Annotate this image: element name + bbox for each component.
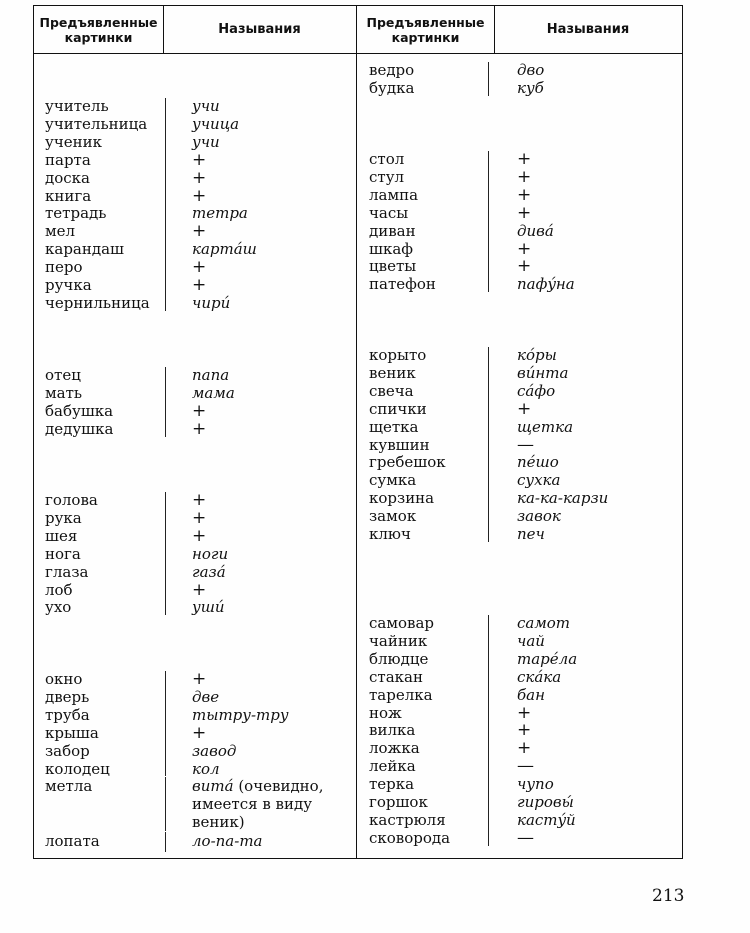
- presented-word: лейка: [369, 757, 416, 776]
- presented-word: колодец: [45, 759, 110, 778]
- presented-word: чернильница: [45, 293, 150, 312]
- named-word: кол: [192, 759, 220, 778]
- header-names-right: Называния: [546, 22, 630, 37]
- named-word: тытру-тру: [192, 705, 289, 724]
- named-word: +: [192, 185, 207, 206]
- presented-word: корзина: [369, 489, 435, 508]
- presented-word: глаза: [45, 562, 89, 581]
- presented-word: ложка: [369, 739, 420, 758]
- named-word: тетра: [192, 204, 248, 223]
- comment-text: веник): [192, 813, 245, 832]
- center-divider: [356, 6, 357, 858]
- presented-word: бабушка: [45, 401, 114, 420]
- named-word: —: [517, 827, 534, 848]
- column-separator: [165, 367, 166, 437]
- column-separator: [488, 62, 489, 96]
- presented-word: стол: [369, 150, 405, 168]
- named-word: гировы́: [517, 793, 574, 811]
- named-word: кастýй: [517, 810, 576, 829]
- page-number: 213: [652, 886, 685, 906]
- presented-word: нож: [369, 703, 402, 722]
- presented-word: лопата: [45, 832, 100, 850]
- column-separator: [488, 151, 489, 292]
- presented-word: веник: [369, 363, 416, 382]
- named-word: чай: [517, 631, 545, 650]
- presented-word: спички: [369, 399, 427, 418]
- named-word: +: [192, 669, 207, 689]
- presented-word: терка: [369, 775, 415, 794]
- named-word: чирú: [192, 293, 231, 312]
- named-word: ло-па-та: [192, 832, 263, 850]
- named-word: картáш: [192, 240, 257, 259]
- header-presented-left: Предъявленные картинки: [39, 14, 158, 45]
- presented-word: щетка: [369, 417, 419, 436]
- presented-word: забор: [45, 741, 90, 760]
- lexicon-table: [33, 5, 683, 859]
- named-word: +: [192, 149, 207, 170]
- presented-word: отец: [45, 366, 81, 384]
- named-word: +: [192, 525, 207, 546]
- named-word: +: [192, 418, 207, 439]
- named-word: —: [517, 756, 534, 777]
- named-word: ка-ка-карзи: [517, 489, 609, 508]
- presented-word: диван: [369, 221, 416, 240]
- presented-word: ручка: [45, 276, 92, 294]
- presented-word: крыша: [45, 723, 99, 742]
- named-word: +: [192, 507, 207, 528]
- named-word: учица: [192, 114, 240, 133]
- named-word: +: [517, 184, 532, 205]
- column-separator: [165, 98, 166, 311]
- presented-word: ученик: [45, 132, 102, 151]
- presented-word: труба: [45, 705, 90, 724]
- named-word: +: [192, 722, 207, 743]
- presented-word: метла: [45, 777, 93, 796]
- named-word: учи: [192, 132, 220, 151]
- presented-word: вилка: [369, 721, 416, 740]
- named-word: +: [192, 275, 207, 295]
- named-word: +: [517, 238, 532, 259]
- header-separator: [34, 53, 682, 54]
- named-word: печ: [517, 525, 545, 543]
- named-word: +: [517, 256, 532, 277]
- presented-word: часы: [369, 203, 409, 222]
- named-word: дво: [517, 61, 545, 79]
- presented-word: корыто: [369, 346, 427, 364]
- named-word: ушú: [192, 598, 225, 617]
- presented-word: дверь: [45, 687, 90, 706]
- comment-text: (очевидно,: [233, 777, 324, 796]
- named-word: +: [192, 400, 207, 421]
- named-word: +: [517, 149, 532, 169]
- presented-word: лампа: [369, 185, 419, 204]
- presented-word: перо: [45, 258, 83, 277]
- named-word: учи: [192, 97, 220, 115]
- column-separator: [488, 347, 489, 542]
- column-separator: [165, 777, 166, 831]
- presented-word: шея: [45, 526, 78, 545]
- presented-word: сковорода: [369, 828, 451, 847]
- presented-word: мел: [45, 222, 76, 241]
- named-word-multiline: [192, 777, 323, 831]
- named-word: сáфо: [517, 381, 556, 400]
- presented-word: гребешок: [369, 453, 446, 472]
- named-word: скáка: [517, 667, 562, 686]
- presented-word: горшок: [369, 793, 428, 811]
- named-word: пафýна: [517, 275, 575, 294]
- presented-word: учитель: [45, 97, 109, 115]
- named-word: чупо: [517, 775, 554, 794]
- presented-word: ухо: [45, 598, 72, 617]
- named-word: +: [192, 167, 207, 188]
- named-word: мама: [192, 383, 235, 402]
- named-word: газá: [192, 562, 226, 581]
- column-separator: [488, 615, 489, 846]
- presented-word: нога: [45, 544, 81, 563]
- named-word: дивá: [517, 221, 554, 240]
- comment-text: имеется в виду: [192, 795, 313, 814]
- presented-word: блюдце: [369, 649, 429, 668]
- named-word: тарéла: [517, 649, 578, 668]
- presented-word: будка: [369, 78, 415, 97]
- presented-word: ключ: [369, 525, 411, 543]
- presented-word: мать: [45, 383, 83, 402]
- named-word: ноги: [192, 544, 229, 563]
- presented-word: ведро: [369, 61, 415, 79]
- presented-word: книга: [45, 186, 92, 205]
- header-names-left: Называния: [218, 22, 301, 37]
- named-word: +: [517, 720, 532, 741]
- presented-word: самовар: [369, 614, 435, 632]
- named-word: +: [517, 166, 532, 187]
- named-word: +: [517, 702, 532, 723]
- presented-word: тарелка: [369, 685, 433, 704]
- named-word: самот: [517, 614, 571, 632]
- named-word: +: [192, 579, 207, 600]
- named-word: +: [192, 490, 207, 510]
- named-word: куб: [517, 78, 544, 97]
- presented-word: патефон: [369, 275, 436, 294]
- presented-word: доска: [45, 168, 90, 187]
- named-word: —: [517, 434, 534, 455]
- presented-word: стакан: [369, 667, 423, 686]
- named-word: +: [192, 257, 207, 278]
- presented-word: парта: [45, 150, 91, 169]
- presented-word: рука: [45, 508, 82, 527]
- presented-word: карандаш: [45, 240, 124, 259]
- named-word: вúнта: [517, 363, 569, 382]
- presented-word: кувшин: [369, 435, 430, 454]
- presented-word: тетрадь: [45, 204, 107, 223]
- presented-word: лоб: [45, 580, 73, 599]
- presented-word: кастрюля: [369, 810, 446, 829]
- presented-word: окно: [45, 670, 83, 688]
- named-word: завод: [192, 741, 237, 760]
- named-word: бан: [517, 685, 545, 704]
- presented-word: шкаф: [369, 239, 414, 258]
- named-word: +: [192, 221, 207, 242]
- presented-word: чайник: [369, 631, 428, 650]
- named-word: кóры: [517, 346, 557, 364]
- presented-word: дедушка: [45, 419, 114, 438]
- column-separator: [165, 671, 166, 776]
- column-separator: [165, 832, 166, 852]
- column-separator: [165, 492, 166, 615]
- named-word: сухка: [517, 471, 561, 490]
- presented-word: замок: [369, 507, 417, 526]
- named-word: +: [517, 398, 532, 419]
- presented-word: голова: [45, 491, 98, 509]
- named-word: две: [192, 687, 220, 706]
- named-word: завок: [517, 507, 561, 526]
- named-word: щетка: [517, 417, 574, 436]
- named-word: пéшо: [517, 453, 559, 472]
- presented-word: стул: [369, 167, 405, 186]
- presented-word: сумка: [369, 471, 417, 490]
- named-word: папа: [192, 366, 230, 384]
- presented-word: свеча: [369, 381, 414, 400]
- header-presented-right: Предъявленные картинки: [366, 14, 485, 45]
- named-word: витá: [192, 777, 234, 796]
- presented-word: цветы: [369, 257, 417, 276]
- named-word: +: [517, 202, 532, 223]
- named-word: +: [517, 738, 532, 759]
- presented-word: учительница: [45, 114, 148, 133]
